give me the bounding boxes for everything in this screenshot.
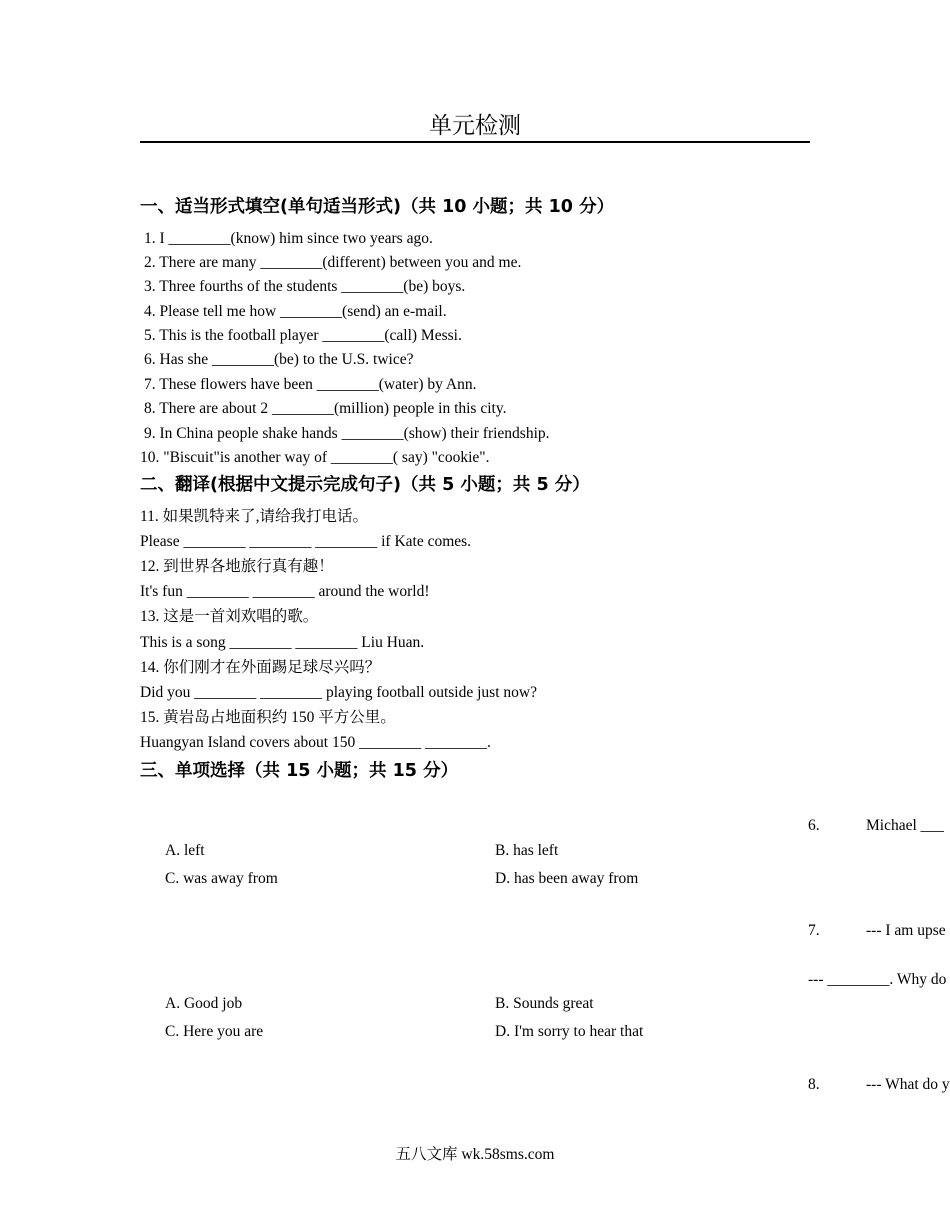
section-2-heading: 二、翻译(根据中文提示完成句子)（共 5 小题；共 5 分） <box>140 475 590 495</box>
mc-7-number: 7. <box>808 922 820 939</box>
question-11-chinese: 11. 如果凯特来了,请给我打电话。 <box>140 508 369 525</box>
mc-8-number: 8. <box>808 1076 820 1093</box>
mc-6-number: 6. <box>808 817 820 834</box>
section-3-heading: 三、单项选择（共 15 小题；共 15 分） <box>140 761 459 781</box>
question-11-english: Please ________ ________ ________ if Kate comes. <box>140 533 472 550</box>
mc-7-option-b: B. Sounds great <box>495 995 594 1012</box>
question-4: 4. Please tell me how ________(send) an e-mail. <box>144 303 447 320</box>
question-3: 3. Three fourths of the students ________(be) boys. <box>144 278 466 295</box>
question-14-english: Did you ________ ________ playing football outside just now? <box>140 684 537 701</box>
page-footer: 五八文库 wk.58sms.com <box>395 1146 555 1163</box>
question-13-english: This is a song ________ ________ Liu Huan. <box>140 634 425 651</box>
mc-7-option-c: C. Here you are <box>165 1023 264 1040</box>
mc-7-reply: --- ________. Why do <box>808 971 947 988</box>
mc-6-option-d: D. has been away from <box>495 870 639 887</box>
question-7: 7. These flowers have been ________(water) by Ann. <box>144 376 477 393</box>
mc-6-option-b: B. has left <box>495 842 559 859</box>
title-underline <box>140 141 810 143</box>
question-9: 9. In China people shake hands ________(show) their friendship. <box>144 425 550 442</box>
question-5: 5. This is the football player ________(call) Messi. <box>144 327 462 344</box>
mc-8-stem: --- What do y <box>866 1076 950 1093</box>
mc-7-option-a: A. Good job <box>165 995 243 1012</box>
question-15-english: Huangyan Island covers about 150 ________ ________. <box>140 734 491 751</box>
question-2: 2. There are many ________(different) between you and me. <box>144 254 522 271</box>
question-8: 8. There are about 2 ________(million) people in this city. <box>144 400 507 417</box>
question-6: 6. Has she ________(be) to the U.S. twice? <box>144 351 414 368</box>
question-12-english: It's fun ________ ________ around the world! <box>140 583 430 600</box>
question-10: 10. "Biscuit"is another way of ________( say) "cookie". <box>140 449 490 466</box>
page-title: 单元检测 <box>429 113 521 139</box>
mc-7-option-d: D. I'm sorry to hear that <box>495 1023 644 1040</box>
question-12-chinese: 12. 到世界各地旅行真有趣！ <box>140 558 334 575</box>
mc-6-option-c: C. was away from <box>165 870 278 887</box>
mc-6-stem: Michael ___ <box>866 817 944 834</box>
mc-7-stem: --- I am upse <box>866 922 946 939</box>
question-14-chinese: 14. 你们刚才在外面踢足球尽兴吗？ <box>140 659 381 676</box>
question-13-chinese: 13. 这是一首刘欢唱的歌。 <box>140 608 319 625</box>
question-1: 1. I ________(know) him since two years ago. <box>144 230 433 247</box>
mc-6-option-a: A. left <box>165 842 205 859</box>
question-15-chinese: 15. 黄岩岛占地面积约 150 平方公里。 <box>140 709 396 726</box>
section-1-heading: 一、适当形式填空(单句适当形式)（共 10 小题；共 10 分） <box>140 197 615 217</box>
